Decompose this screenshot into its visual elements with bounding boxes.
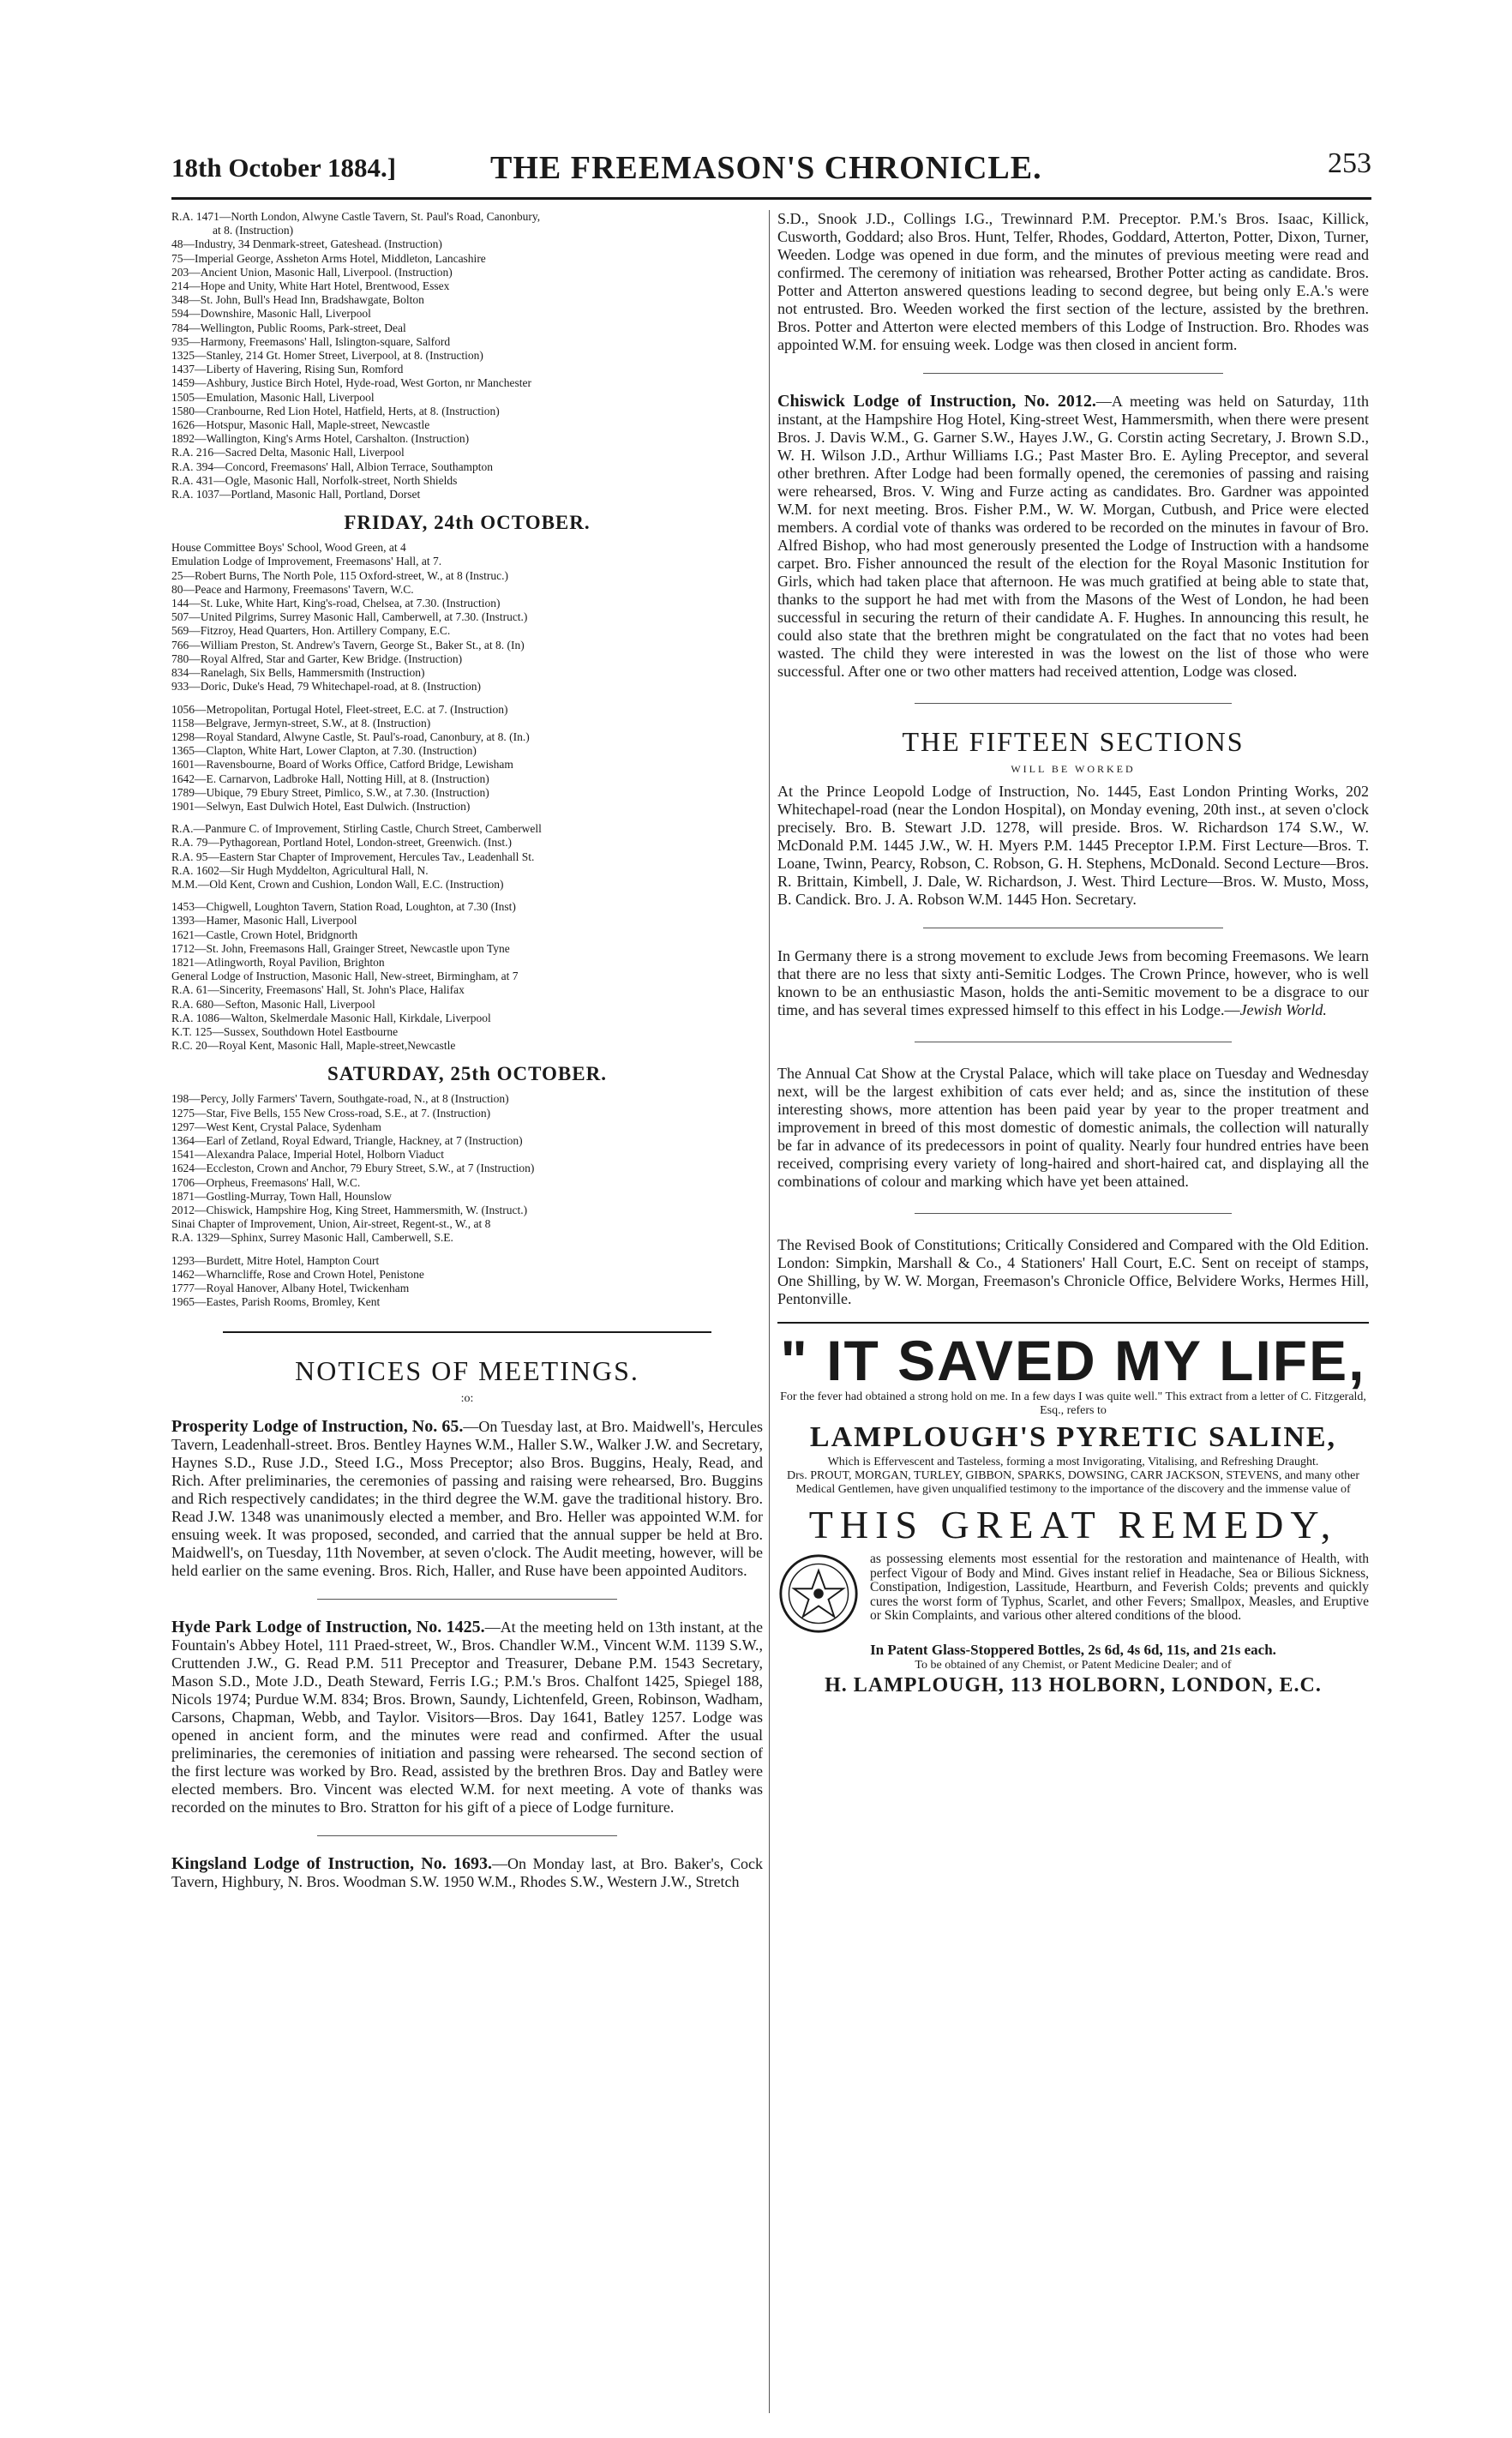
lamplough-advertisement [777, 1322, 1369, 1697]
lodge-meeting-entry: 80—Peace and Harmony, Freemasons' Tavern, W.C. [171, 582, 414, 596]
lodge-meeting-entry: 1624—Eccleston, Crown and Anchor, 79 Ebury Street, S.W., at 7 (Instruction) [171, 1162, 535, 1175]
ad-address: H. LAMPLOUGH, 113 HOLBORN, LONDON, E.C. [825, 1674, 1322, 1696]
lodge-meeting-entry: 1626—Hotspur, Masonic Hall, Maple-street, Newcastle [171, 418, 430, 432]
page-header [171, 144, 1371, 195]
section-divider [915, 703, 1232, 704]
lodge-meeting-entry: 784—Wellington, Public Rooms, Park-street, Deal [171, 321, 406, 334]
lodge-meeting-entry: 933—Doric, Duke's Head, 79 Whitechapel-road, at 8. (Instruction) [171, 680, 481, 694]
lodge-meeting-entry: R.A. 216—Sacred Delta, Masonic Hall, Liverpool [171, 446, 405, 459]
notice-divider [317, 1835, 617, 1836]
lodge-meeting-entry: 1789—Ubique, 79 Ebury Street, Pimlico, S.W., at 7.30. (Instruction) [171, 785, 489, 799]
lodge-meeting-entry: 2012—Chiswick, Hampshire Hog, King Street, Hammersmith, W. (Instruct.) [171, 1204, 528, 1216]
right-column [777, 210, 1369, 2405]
lodge-meeting-entry: 203—Ancient Union, Masonic Hall, Liverpool. (Instruction) [171, 265, 453, 279]
fifteen-sections-heading: THE FIFTEEN SECTIONS [902, 726, 1245, 757]
issue-date: 18th October 1884.] [171, 153, 397, 183]
lodge-meeting-entry: 569—Fitzroy, Head Quarters, Hon. Artillery Company, E.C. [171, 624, 451, 638]
ad-intro: For the fever had obtained a strong hold on me. In a few days I was quite well." This extract from a letter of C. Fitzgerald, Esq., refers to [780, 1390, 1366, 1417]
germany-item [777, 947, 1369, 1019]
prosperity-title: Prosperity Lodge of Instruction, No. 65. [171, 1417, 464, 1437]
lodge-meeting-entry: 1601—Ravensbourne, Board of Works Office, Catford Bridge, Lewisham [171, 758, 513, 772]
germany-source: Jewish World. [1239, 1001, 1327, 1018]
lodge-meeting-entry: R.A. 1086—Walton, Skelmerdale Masonic Hall, Kirkdale, Liverpool [171, 1011, 491, 1024]
continued-notice: S.D., Snook J.D., Collings I.G., Trewinnard P.M. Preceptor. P.M.'s Bros. Isaac, Killick, Cusworth, Goddard; also Bros. Hunt, Telfer, Rhodes, Goddard, Atterton, Potter, Dixon, Turner, Weeden. Lodge was opened in due form, and the minutes of previous meeting were read and confirmed. The ceremony of initiation was rehearsed, Brother Potter acting as candidate. Bros. Potter and Atterton answered questions leading to second degree, but being only E.A.'s were not entrusted. Bro. Weeden worked the first section of the lecture, assisted by the brethren. Bros. Potter and Atterton were elected members of this Lodge of Instruction. Bro. Rhodes was appointed W.M. for ensuing week. Lodge was then closed in ancient form. [777, 210, 1369, 353]
lodge-meeting-entry: R.A. 1471—North London, Alwyne Castle Tavern, St. Paul's Road, Canonbury, [171, 210, 541, 223]
prosperity-notice [171, 1418, 763, 1580]
lodge-meeting-entry: 1871—Gostling-Murray, Town Hall, Hounslow [171, 1189, 393, 1203]
chiswick-body: —A meeting was held on Saturday, 11th instant, at the Hampshire Hog Hotel, King-street West, Hammersmith, when there were present Bros. J. Davis W.M., G. Garner S.W., Hayes J.W., G. Corstin acting Secretary, J. Brown S.D., W. H. Wilson J.D., Arthur Williams I.G.; Past Master Bro. E. Ayling Preceptor, and several other brethren. After Lodge had been formally opened, the ceremonies of passing and raising were rehearsed, Bros. V. Wing and Furze acting as candidates. Bro. Gardner was appointed W.M. for next meeting. Bros. Fisher P.M., W. W. Morgan, Cutbush, and Price were elected members. A cordial vote of thanks was ordered to be recorded on the minutes in favour of Bro. Alfred Bishop, who had most generously presented the Lodge of Instruction with a handsome carpet. Bro. Fisher announced the result of the election for the Royal Masonic Institution for Girls, which had taken place that afternoon. He was much gratified at being able to state that, thanks to the support he had met with from the Masons of the West of London, he had been successful in securing the return of their candidate A. F. Hughes. In announcing this result, he could also state that the brethren might be congratulated on the fact that no votes had been wasted. The child they were interested in was the lowest on the list of those who were successful. After one or two other matters had received attention, Lodge was closed. [777, 393, 1369, 680]
friday-lodge-list-c [171, 822, 763, 892]
friday-lodge-list-d [171, 900, 763, 1053]
lodge-meeting-entry: 1453—Chigwell, Loughton Tavern, Station Road, Loughton, at 7.30 (Inst) [171, 900, 516, 914]
lodge-meeting-entry: 766—William Preston, St. Andrew's Tavern, George St., Baker St., at 8. (In) [171, 638, 525, 652]
column-divider [769, 210, 770, 2413]
lodge-meeting-entry: R.A.—Panmure C. of Improvement, Stirling Castle, Church Street, Camberwell [171, 822, 542, 836]
lodge-meeting-entry: 25—Robert Burns, The North Pole, 115 Oxford-street, W., at 8 (Instruc.) [171, 568, 508, 582]
page-number: 253 [1328, 147, 1371, 179]
hyde-park-body: —At the meeting held on 13th instant, at the Fountain's Abbey Hotel, 111 Praed-street, W., Bros. Chandler W.M., Vincent W.M. 1139 S.W., Cruttenden J.W., G. Read P.M. 511 Preceptor and Treasurer, Debane P.M. 1543 Secretary, Mason S.D., Mote J.D., Death Steward, Ferris I.G.; P.M.'s Bros. Chalfont 1425, Spiegel 188, Nicols 1974; Purdue W.M. 834; Bros. Brown, Saundy, Lichtenfeld, Green, Robinson, Wadham, Carsons, Chapman, Webb, and Taylor. Visitors—Bros. Day 1641, Batley 1257. Lodge was opened in ancient form, and the minutes were read and confirmed. After the usual preliminaries, the ceremonies of initiation and passing were rehearsed. The second section of the first lecture was worked by Bro. Read, assisted by the brethren Bros. Day and Batley were elected members. Bro. Vincent was elected W.M. for next meeting. A vote of thanks was recorded on the minutes to Bro. Stratton for his gift of a piece of Lodge furniture. [171, 1618, 763, 1816]
lodge-meeting-entry: 1642—E. Carnarvon, Ladbroke Hall, Notting Hill, at 8. (Instruction) [171, 772, 489, 785]
lodge-meeting-entry: 1621—Castle, Crown Hotel, Bridgnorth [171, 928, 358, 941]
lodge-meeting-entry: R.C. 20—Royal Kent, Masonic Hall, Maple-street,Newcastle [171, 1039, 456, 1053]
hyde-park-title: Hyde Park Lodge of Instruction, No. 1425. [171, 1618, 485, 1637]
lodge-meeting-entry: 48—Industry, 34 Denmark-street, Gateshead. (Instruction) [171, 237, 442, 251]
lodge-meeting-entry: 1325—Stanley, 214 Gt. Homer Street, Liverpool, at 8. (Instruction) [171, 349, 483, 363]
friday-lodge-list-a [171, 541, 763, 694]
lodge-meeting-entry: 1364—Earl of Zetland, Royal Edward, Triangle, Hackney, at 7 (Instruction) [171, 1133, 523, 1147]
lodge-meeting-entry: 1437—Liberty of Havering, Rising Sun, Romford [171, 363, 404, 376]
masthead-title: THE FREEMASON'S CHRONICLE. [490, 150, 1042, 186]
ad-headline: " IT SAVED MY LIFE, [780, 1329, 1366, 1392]
kingsland-title: Kingsland Lodge of Instruction, No. 1693. [171, 1854, 492, 1874]
lodge-meeting-entry: 1965—Eastes, Parish Rooms, Bromley, Kent [171, 1295, 381, 1309]
lodge-meeting-entry: 1505—Emulation, Masonic Hall, Liverpool [171, 390, 375, 404]
ad-product-name: LAMPLOUGH'S PYRETIC SALINE, [809, 1421, 1337, 1453]
lodge-meeting-entry: 348—St. John, Bull's Head Inn, Bradshawgate, Bolton [171, 293, 424, 307]
lodge-meeting-entry: K.T. 125—Sussex, Southdown Hotel Eastbourne [171, 1024, 399, 1038]
lodge-meeting-entry: 1712—St. John, Freemasons Hall, Grainger Street, Newcastle upon Tyne [171, 941, 510, 955]
lodge-meeting-entry: 507—United Pilgrims, Surrey Masonic Hall, Camberwell, at 7.30. (Instruct.) [171, 610, 528, 624]
lodge-meeting-entry: 594—Downshire, Masonic Hall, Liverpool [171, 307, 371, 321]
lodge-meeting-entry: House Committee Boys' School, Wood Green, at 4 [171, 541, 406, 555]
ad-remedy-heading: THIS GREAT REMEDY, [808, 1503, 1338, 1546]
ad-tagline: Which is Effervescent and Tasteless, forming a most Invigorating, Vitalising, and Refreshing Draught. [827, 1456, 1319, 1468]
fifteen-sections-body: At the Prince Leopold Lodge of Instruction, No. 1445, East London Printing Works, 202 Whitechapel-road (near the London Hospital), on Monday evening, 20th inst., at seven o'clock precisely. Bro. B. Stewart J.D. 1278, will preside. Bros. W. Richardson 174 S.W., W. McDonald P.M. 1445 J.W., W. H. Myers P.M. 1445 Preceptor I.P.M. First Lecture—Bros. T. Loane, Twinn, Pearcy, Robson, C. Robson, G. H. Stephens, McDonald. Second Lecture—Bros. R. Brittain, Kimbell, J. Dale, W. Richardson, J. West. Third Lecture—Bros. W. Musto, Moss, B. Candick. Bro. J. A. Robson W.M. 1445 Hon. Secretary. [777, 783, 1369, 908]
lodge-meeting-entry: R.A. 680—Sefton, Masonic Hall, Liverpool [171, 997, 375, 1011]
lodge-meeting-entry: 834—Ranelagh, Six Bells, Hammersmith (Instruction) [171, 666, 425, 680]
chiswick-notice [777, 393, 1369, 681]
saturday-heading: SATURDAY, 25th OCTOBER. [327, 1063, 607, 1085]
ad-price: In Patent Glass-Stoppered Bottles, 2s 6d, 4s 6d, 11s, and 21s each. [870, 1642, 1276, 1658]
lodge-meeting-entry: 1892—Wallington, King's Arms Hotel, Carshalton. (Instruction) [171, 432, 470, 446]
germany-body: In Germany there is a strong movement to exclude Jews from becoming Freemasons. We learn that there are no less that sixty anti-Semitic Lodges. The Crown Prince, however, who is well known to be an enthusiastic Mason, holds the anti-Semitic movement to be a disgrace to our time, and has several times expressed himself to this effect in his Lodge.— [777, 947, 1369, 1018]
section-divider [915, 1213, 1232, 1214]
saturday-lodge-list-b [171, 1254, 763, 1310]
notice-divider [923, 373, 1223, 374]
cat-show-item: The Annual Cat Show at the Crystal Palace, which will take place on Tuesday and Wednesday next, will be the largest exhibition of cats ever held; and as, since the institution of these interesting shows, more attention has been paid year by year to the proper treatment and improvement in breed of this most domestic of domestic animals, the collection will naturally be far in advance of its predecessors in point of quality. Nearly four hundred entries have been received, comprising every variety of long-haired and short-haired cat, and displaying all the combinations of colour and marking which have yet been attained. [777, 1065, 1369, 1190]
lodge-meeting-entry: 1580—Cranbourne, Red Lion Hotel, Hatfield, Herts, at 8. (Instruction) [171, 404, 500, 417]
lodge-meeting-entry: 1706—Orpheus, Freemasons' Hall, W.C. [171, 1175, 361, 1189]
section-rule [223, 1331, 711, 1333]
lodge-meeting-entry: 1821—Atlingworth, Royal Pavilion, Brighton [171, 955, 385, 969]
notices-heading: NOTICES OF MEETINGS. [295, 1355, 639, 1387]
lodge-meeting-entry: M.M.—Old Kent, Crown and Cushion, London Wall, E.C. (Instruction) [171, 877, 504, 891]
lodge-meeting-entry: 1541—Alexandra Palace, Imperial Hotel, Holborn Viaduct [171, 1148, 444, 1162]
lodge-meeting-entry: R.A. 1329—Sphinx, Surrey Masonic Hall, Camberwell, S.E. [171, 1231, 453, 1245]
lodge-meeting-entry: R.A. 1037—Portland, Masonic Hall, Portland, Dorset [171, 488, 421, 501]
lodge-meeting-entry: at 8. (Instruction) [213, 224, 294, 237]
lodge-meeting-entry: 1297—West Kent, Crystal Palace, Sydenham [171, 1120, 381, 1133]
lodge-meeting-entry: General Lodge of Instruction, Masonic Hall, New-street, Birmingham, at 7 [171, 970, 519, 983]
lodge-meeting-entry: 935—Harmony, Freemasons' Hall, Islington-square, Salford [171, 334, 451, 348]
lodge-meeting-entry: R.A. 95—Eastern Star Chapter of Improvement, Hercules Tav., Leadenhall St. [171, 850, 535, 863]
prosperity-body: —On Tuesday last, at Bro. Maidwell's, Hercules Tavern, Leadenhall-street. Bros. Bentley Haynes W.M., Haller S.W., Walker J.W. and Secretary, Haynes S.D., Ruse J.D., Steed I.G., Moss Preceptor; also Bros. Buggins, Healy, Read, and Rich. After preliminaries, the ceremonies of passing and raising were rehearsed, Bro. Buggins and Rich respectively candidates; in the third degree the W.M. gave the traditional history. Bro. Read J.W. 1348 was unanimously elected a member, and Bro. Heller was appointed W.M. for ensuing week. It was proposed, seconded, and carried that the annual supper be held at Bro. Maidwell's, on Tuesday, 11th November, at seven o'clock. The Audit meeting, however, will be held earlier on the same evening. Bros. Rich, Haller, and Ruse have been appointed Auditors. [171, 1418, 763, 1580]
ad-body: as possessing elements most essential for the restoration and maintenance of Health, with perfect Vigour of Body and Mind. Gives instant relief in Headache, Sea or Bilious Sickness, Constipation, Indigestion, Lassitude, Heartburn, and Feverish Colds; prevents and quickly cures the worst form of Typhus, Scarlet, and other Fevers; Smallpox, Measles, and Eruptive or Skin Complaints, and various other altered conditions of the blood. [870, 1552, 1369, 1623]
left-column [171, 210, 763, 2405]
lodge-meeting-entry: 1275—Star, Five Bells, 155 New Cross-road, S.E., at 7. (Instruction) [171, 1106, 491, 1120]
lodge-meeting-entry: 1298—Royal Standard, Alwyne Castle, St. Paul's-road, Canonbury, at 8. (In.) [171, 730, 530, 743]
lodge-meeting-entry: R.A. 61—Sincerity, Freemasons' Hall, St. John's Place, Halifax [171, 983, 465, 997]
lodge-meeting-entry: 1777—Royal Hanover, Albany Hotel, Twickenham [171, 1282, 410, 1295]
saturday-lodge-list-a [171, 1092, 763, 1245]
chiswick-title: Chiswick Lodge of Instruction, No. 2012. [777, 392, 1096, 411]
lodge-meeting-entry: 75—Imperial George, Assheton Arms Hotel, Middleton, Lancashire [171, 251, 486, 265]
kingsland-body: —On Monday last, at Bro. Baker's, Cock Tavern, Highbury, N. Bros. Woodman S.W. 1950 W.M., Rhodes S.W., Western J.W., Stretch [171, 1855, 763, 1891]
lodge-meeting-entry: 1056—Metropolitan, Portugal Hotel, Fleet-street, E.C. at 7. (Instruction) [171, 702, 508, 716]
lodge-meeting-entry: R.A. 431—Ogle, Masonic Hall, Norfolk-street, North Shields [171, 473, 458, 487]
lodge-meeting-entry: 1459—Ashbury, Justice Birch Hotel, Hyde-road, West Gorton, nr Manchester [171, 376, 531, 390]
lodge-meeting-entry: 144—St. Luke, White Hart, King's-road, Chelsea, at 7.30. (Instruction) [171, 597, 501, 610]
ad-doctors: Drs. PROUT, MORGAN, TURLEY, GIBBON, SPARKS, DOWSING, CARR JACKSON, STEVENS, and many other Medical Gentlemen, have given unqualified testimony to the importance of the discovery and the immense value of [786, 1469, 1360, 1496]
header-rule [171, 197, 1371, 200]
hyde-park-notice [171, 1618, 763, 1816]
lodge-meeting-entry: 1393—Hamer, Masonic Hall, Liverpool [171, 914, 357, 928]
lodge-meeting-entry: 780—Royal Alfred, Star and Garter, Kew Bridge. (Instruction) [171, 652, 463, 665]
lodge-meeting-entry: 1365—Clapton, White Hart, Lower Clapton, at 7.30. (Instruction) [171, 744, 477, 758]
lodge-meeting-entry: Emulation Lodge of Improvement, Freemasons' Hall, at 7. [171, 555, 442, 568]
fifteen-sections-subheading: WILL BE WORKED [1011, 763, 1136, 775]
lodge-meeting-entry: 1158—Belgrave, Jermyn-street, S.W., at 8. (Instruction) [171, 716, 431, 730]
friday-heading: FRIDAY, 24th OCTOBER. [344, 512, 591, 534]
ad-dealer: To be obtained of any Chemist, or Patent Medicine Dealer; and of [915, 1659, 1232, 1672]
kingsland-notice [171, 1855, 763, 1891]
lodge-meeting-entry: 1901—Selwyn, East Dulwich Hotel, East Dulwich. (Instruction) [171, 799, 471, 813]
friday-lodge-list-b [171, 703, 763, 814]
lodge-meeting-entry: 1462—Wharncliffe, Rose and Crown Hotel, Penistone [171, 1267, 424, 1281]
lodge-meeting-entry: 1293—Burdett, Mitre Hotel, Hampton Court [171, 1253, 380, 1267]
lodge-meeting-entry: Sinai Chapter of Improvement, Union, Air-street, Regent-st., W., at 8 [171, 1217, 491, 1231]
notices-ornament: :o: [460, 1392, 474, 1406]
thursday-lodge-list [171, 210, 763, 501]
book-notice: The Revised Book of Constitutions; Critically Considered and Compared with the Old Edition. London: Simpkin, Marshall & Co., 4 Stationers' Hall Court, E.C. Sent on receipt of stamps, One Shilling, by W. W. Morgan, Freemason's Chronicle Office, Belvidere Works, Hermes Hill, Pentonville. [777, 1236, 1369, 1307]
notice-divider [317, 1599, 617, 1600]
lodge-meeting-entry: R.A. 79—Pythagorean, Portland Hotel, London-street, Greenwich. (Inst.) [171, 836, 513, 850]
lodge-meeting-entry: R.A. 394—Concord, Freemasons' Hall, Albion Terrace, Southampton [171, 459, 494, 473]
lodge-meeting-entry: 198—Percy, Jolly Farmers' Tavern, Southgate-road, N., at 8 (Instruction) [171, 1092, 509, 1106]
lodge-meeting-entry: R.A. 1602—Sir Hugh Myddelton, Agricultural Hall, N. [171, 863, 429, 877]
trademark-seal-icon [777, 1552, 860, 1635]
lodge-meeting-entry: 214—Hope and Unity, White Hart Hotel, Brentwood, Essex [171, 279, 450, 293]
